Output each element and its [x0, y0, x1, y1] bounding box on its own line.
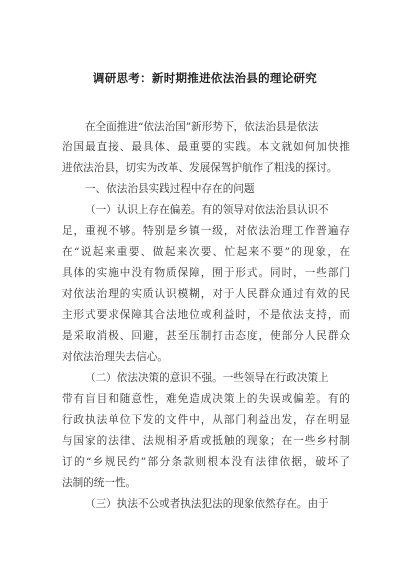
paragraph-line: （一）认识上存在偏差。有的领导对依法治县认识不 [85, 204, 329, 216]
paragraph-line: 治国最直接、最具体、最重要的实践。本文就如何加快推 [62, 141, 350, 153]
paragraph-line: 与国家的法律、法规相矛盾或抵触的现象；在一些乡村制 [62, 435, 350, 447]
paragraph-line: 主形式要求保障其合法地位或利益时，不是依法支持，而 [62, 309, 350, 321]
paragraph-line: （二）依法决策的意识不强。一些领导在行政决策上 [85, 372, 329, 384]
paragraph-line: 对依法治理的实质认识模糊，对于人民群众通过有效的民 [62, 288, 350, 300]
paragraph-line: 对依法治理失去信心。 [62, 351, 168, 363]
paragraph-line: 具体的实施中没有物质保障，囿于形式。同时，一些部门 [62, 267, 350, 279]
paragraph-line: 订的“乡规民约”部分条款则根本没有法律依据，破坏了 [62, 456, 350, 468]
paragraph-line: （三）执法不公或者执法犯法的现象依然存在。由于 [85, 498, 329, 510]
paragraph-line: 进依法治县，切实为改革、发展保驾护航作了粗浅的探讨。 [62, 162, 338, 174]
paragraph-line: 在全面推进“依法治国”新形势下，依法治县是依法 [85, 121, 319, 133]
paragraph-line: 在“说起来重要、做起来次要、忙起来不要”的现象，在 [62, 246, 350, 258]
paragraph-line: 足，重视不够。特别是乡镇一级，对依法治理工作普遍存 [62, 225, 350, 237]
paragraph-line: 带有盲目和随意性，难免造成决策上的失误或偏差。有的 [62, 393, 350, 405]
paragraph-line: 法制的统一性。 [62, 477, 137, 489]
document-title: 调研思考：新时期推进依法治县的理论研究 [92, 71, 318, 85]
paragraph-line: 是采取消极、回避，甚至压制打击态度，使部分人民群众 [62, 330, 350, 342]
section-heading: 一、依法治县实践过程中存在的问题 [85, 183, 255, 195]
paragraph-line: 行政执法单位下发的文件中，从部门利益出发，存在明显 [62, 414, 350, 426]
